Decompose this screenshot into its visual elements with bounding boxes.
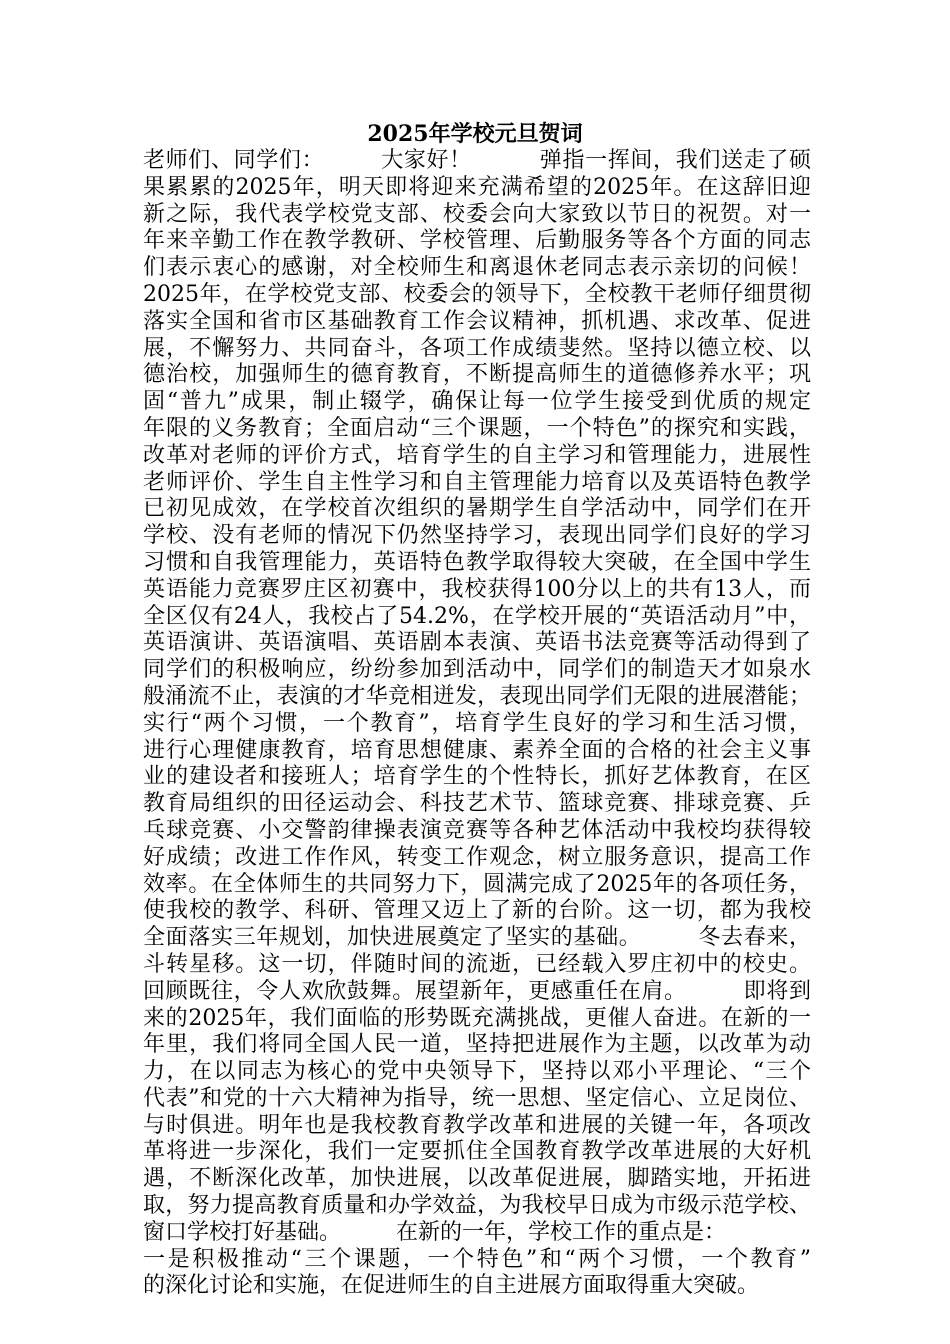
- body-line: 代表”和党的十六大精神为指导，统一思想、坚定信心、立足岗位、: [143, 1085, 811, 1111]
- body-line: 革将进一步深化，我们一定要抓住全国教育教学改革进展的大好机: [143, 1139, 811, 1165]
- body-line: 的深化讨论和实施，在促进师生的自主进展方面取得重大突破。: [143, 1273, 760, 1299]
- body-line: 与时俱进。明年也是我校教育教学改革和进展的关键一年，各项改: [143, 1112, 811, 1138]
- body-line: 全面落实三年规划，加快进展奠定了坚实的基础。 冬去春来，: [143, 925, 811, 951]
- body-line: 好成绩；改进工作作风，转变工作观念，树立服务意识，提高工作: [143, 844, 811, 870]
- body-line: 英语演讲、英语演唱、英语剧本表演、英语书法竞赛等活动得到了: [143, 630, 811, 656]
- body-line: 习惯和自我管理能力，英语特色教学取得较大突破，在全国中学生: [143, 549, 811, 575]
- body-line: 2025年，在学校党支部、校委会的领导下，全校教干老师仔细贯彻: [143, 281, 811, 307]
- body-line: 展，不懈努力、共同奋斗，各项工作成绩斐然。坚持以德立校、以: [143, 335, 811, 361]
- body-line: 效率。在全体师生的共同努力下，圆满完成了2025年的各项任务，: [143, 871, 811, 897]
- body-line: 遇，不断深化改革，加快进展，以改革促进展，脚踏实地，开拓进: [143, 1166, 811, 1192]
- body-line: 已初见成效，在学校首次组织的暑期学生自学活动中，同学们在开: [143, 496, 811, 522]
- body-line: 般涌流不止，表演的才华竞相迸发，表现出同学们无限的进展潜能；: [143, 683, 811, 709]
- body-line: 斗转星移。这一切，伴随时间的流逝，已经载入罗庄初中的校史。: [143, 951, 811, 977]
- body-line: 老师评价、学生自主性学习和自主管理能力培育以及英语特色教学: [143, 469, 811, 495]
- body-line: 英语能力竞赛罗庄区初赛中，我校获得100分以上的共有13人，而: [143, 576, 811, 602]
- body-line: 使我校的教学、科研、管理又迈上了新的台阶。这一切，都为我校: [143, 898, 811, 924]
- document-body: [143, 148, 811, 1300]
- body-line: 实行“两个习惯，一个教育”，培育学生良好的学习和生活习惯，: [143, 710, 811, 736]
- body-line: 果累累的2025年，明天即将迎来充满希望的2025年。在这辞旧迎: [143, 174, 811, 200]
- body-line: 全区仅有24人，我校占了54.2%，在学校开展的“英语活动月”中，: [143, 603, 811, 629]
- body-line: 一是积极推动“三个课题，一个特色”和“两个习惯，一个教育”: [143, 1246, 811, 1272]
- body-line: 学校、没有老师的情况下仍然坚持学习，表现出同学们良好的学习: [143, 523, 811, 549]
- body-line: 业的建设者和接班人；培育学生的个性特长，抓好艺体教育，在区: [143, 764, 811, 790]
- body-line: 固“普九”成果，制止辍学，确保让每一位学生接受到优质的规定: [143, 389, 811, 415]
- body-line: 们表示衷心的感谢，对全校师生和离退休老同志表示亲切的问候！: [143, 255, 811, 281]
- body-line: 年里，我们将同全国人民一道，坚持把进展作为主题，以改革为动: [143, 1032, 811, 1058]
- body-line: 窗口学校打好基础。 在新的一年，学校工作的重点是：: [143, 1219, 727, 1245]
- body-line: 教育局组织的田径运动会、科技艺术节、篮球竞赛、排球竞赛、乒: [143, 791, 811, 817]
- body-line: 同学们的积极响应，纷纷参加到活动中，同学们的制造天才如泉水: [143, 657, 811, 683]
- body-line: 改革对老师的评价方式，培育学生的自主学习和管理能力，进展性: [143, 442, 811, 468]
- body-line: 乓球竞赛、小交警韵律操表演竞赛等各种艺体活动中我校均获得较: [143, 817, 811, 843]
- body-line: 落实全国和省市区基础教育工作会议精神，抓机遇、求改革、促进: [143, 308, 811, 334]
- body-line: 回顾既往，令人欢欣鼓舞。展望新年，更感重任在肩。 即将到: [143, 978, 811, 1004]
- body-line: 年限的义务教育；全面启动“三个课题，一个特色”的探究和实践，: [143, 415, 811, 441]
- body-line: 德治校，加强师生的德育教育，不断提高师生的道德修养水平；巩: [143, 362, 811, 388]
- body-line: 进行心理健康教育，培育思想健康、素养全面的合格的社会主义事: [143, 737, 811, 763]
- body-line: 新之际，我代表学校党支部、校委会向大家致以节日的祝贺。对一: [143, 201, 811, 227]
- document-title: 2025年学校元旦贺词: [367, 121, 583, 147]
- body-line: 力，在以同志为核心的党中央领导下，坚持以邓小平理论、“三个: [143, 1059, 811, 1085]
- body-line: 年来辛勤工作在教学教研、学校管理、后勤服务等各个方面的同志: [143, 228, 811, 254]
- body-line: 老师们、同学们： 大家好！ 弹指一挥间，我们送走了硕: [143, 148, 811, 173]
- body-line: 来的2025年，我们面临的形势既充满挑战，更催人奋进。在新的一: [143, 1005, 811, 1031]
- body-line: 取，努力提高教育质量和办学效益，为我校早日成为市级示范学校、: [143, 1193, 811, 1219]
